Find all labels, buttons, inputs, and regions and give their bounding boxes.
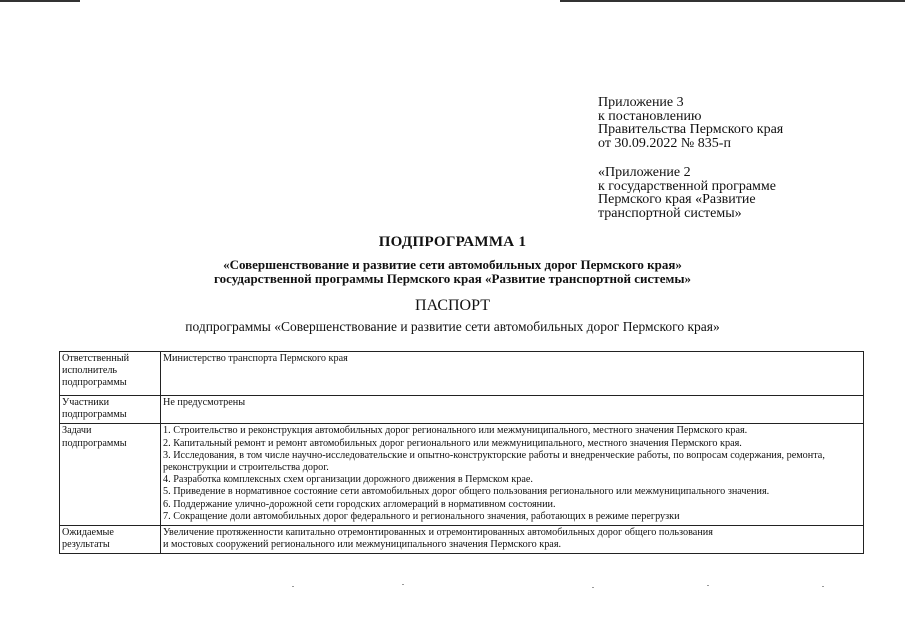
task-item: 3. Исследования, в том числе научно-исследовательские и опытно-конструкторские работы и внедренческие работы, по вопросам содержания, ремонта, реконструкции и строительства дорог.	[163, 449, 825, 474]
task-item: 1. Строительство и реконструкция автомобильных дорог регионального или межмуниципального, местного значения Пермского края.	[163, 425, 748, 437]
table-row	[60, 352, 864, 396]
tasks-list	[161, 424, 864, 526]
task-item: 4. Разработка комплексных схем организации дорожного движения в Пермском крае.	[163, 474, 533, 486]
table-row	[60, 396, 864, 424]
task-item: 6. Поддержание улично-дорожной сети городских агломераций в нормативном состоянии.	[163, 498, 556, 510]
subprogram-subtitle: «Совершенствование и развитие сети автомобильных дорог Пермского края» государственной программы Пермского края «Развитие транспортной системы»	[214, 257, 691, 286]
row-label: Ожидаемые результаты	[60, 526, 161, 554]
scan-noise-dot	[592, 587, 594, 588]
appendix-3-block: Приложение 3 к постановлению Правительства Пермского края от 30.09.2022 № 835-п	[598, 95, 784, 151]
row-value: Министерство транспорта Пермского края	[161, 352, 864, 396]
scan-edge-line-right	[560, 0, 905, 2]
scan-noise-dot	[292, 586, 294, 587]
subprogram-title: ПОДПРОГРАММА 1	[378, 234, 527, 250]
row-value: Не предусмотрены	[161, 396, 864, 424]
scan-edge-line-left	[0, 0, 80, 2]
task-item: 5. Приведение в нормативное состояние сети автомобильных дорог общего пользования регионального или межмуниципального значения.	[163, 486, 770, 498]
table-row	[60, 424, 864, 526]
table-row	[60, 526, 864, 554]
task-item: 2. Капитальный ремонт и ремонт автомобильных дорог регионального или межмуниципального, местного значения Пермского края.	[163, 437, 742, 449]
scan-noise-dot	[402, 584, 404, 585]
scan-noise-dot	[707, 585, 709, 586]
passport-title: ПАСПОРТ	[415, 297, 490, 314]
row-label: Ответственный исполнитель подпрограммы	[60, 352, 161, 396]
passport-table	[59, 351, 864, 554]
row-value: Увеличение протяженности капитально отремонтированных и отремонтированных автомобильных дорог общего пользования и мостовых сооружений регионального или межмуниципального значения Пермского края.	[161, 526, 864, 554]
row-label: Участники подпрограммы	[60, 396, 161, 424]
passport-subtitle: подпрограммы «Совершенствование и развитие сети автомобильных дорог Пермского края»	[185, 319, 720, 334]
scan-noise-dot	[822, 586, 824, 587]
appendix-2-block: «Приложение 2 к государственной программе Пермского края «Развитие транспортной системы»	[598, 165, 776, 221]
task-item: 7. Сокращение доли автомобильных дорог федерального и регионального значения, работающих в режиме перегрузки	[163, 510, 680, 522]
row-label: Задачи подпрограммы	[60, 424, 161, 526]
